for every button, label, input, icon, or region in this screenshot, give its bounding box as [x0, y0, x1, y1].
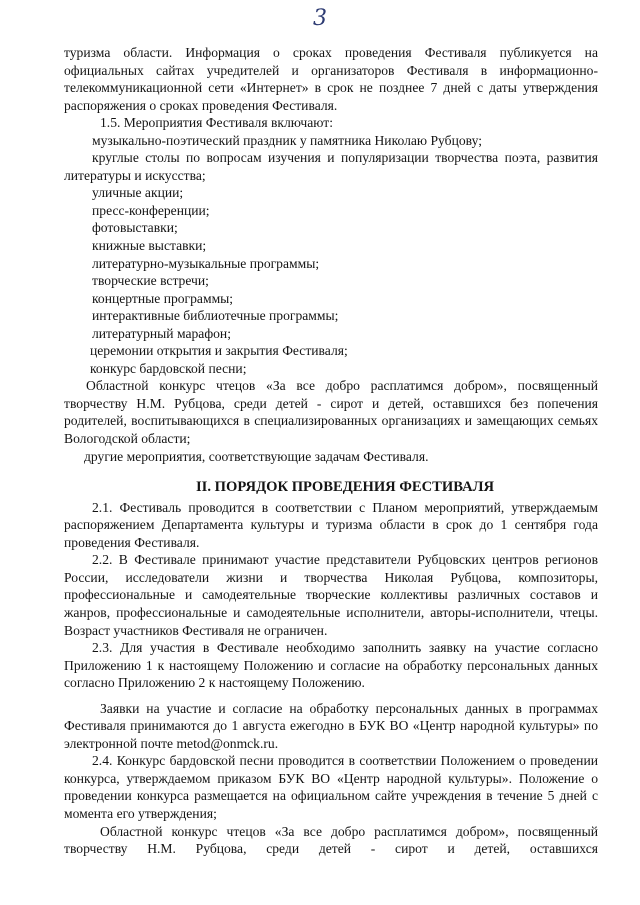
list-item: книжные выставки; — [92, 238, 207, 254]
list-item: фотовыставки; — [92, 220, 178, 236]
list-item: конкурс бардовской песни; — [90, 360, 247, 376]
list-item: творческие встречи; — [92, 273, 209, 289]
list-item: музыкально-поэтический праздник у памятника Николаю Рубцову; — [92, 132, 483, 148]
list-item: круглые столы по вопросам изучения и популяризации творчества поэта, развития литературы и искусства; — [64, 150, 598, 183]
list-item: уличные акции; — [92, 185, 184, 201]
page-number: 3 — [313, 6, 327, 31]
paragraph-2-4: 2.4. Конкурс бардовской песни проводится в соответствии Положением о проведении конкурса, утверждаемом приказом БУК ВО «Центр народной культуры». Положение о проведении конкурса размещается на официальном сайте учреждения в течение 5 дней с момента его утверждения; — [64, 753, 598, 821]
list-item-readers-contest: Областной конкурс чтецов «За все добро расплатимся добром», посвященный творчеству Н.М. Рубцова, среди детей - сирот и детей, оставшихся без попечения родителей, воспитывающихся в специализированных организациях и замещающих семьях Вологодской области; — [64, 378, 598, 447]
section-1-5-heading: 1.5. Мероприятия Фестиваля включают: — [100, 115, 333, 131]
list-item: интерактивные библиотечные программы; — [92, 308, 339, 324]
list-item: церемонии открытия и закрытия Фестиваля; — [90, 343, 348, 359]
intro-paragraph: туризма области. Информация о сроках проведения Фестиваля публикуется на официальных сайтах учредителей и организаторов Фестиваля в информационно-телекоммуникационной сети «Интернет» в срок не позднее 7 дней с даты утверждения распоряжения о сроках проведения Фестиваля. — [64, 45, 598, 113]
paragraph-2-3-applications: Заявки на участие и согласие на обработку персональных данных в программах Фестиваля принимаются до 1 августа ежегодно в БУК ВО «Центр народной культуры» по электронной почте metod@onmck.ru. — [64, 700, 598, 751]
paragraph-2-4-readers-contest: Областной конкурс чтецов «За все добро расплатимся добром», посвященный творчеству Н.М. Рубцова, среди детей - сирот и детей, оставшихся — [64, 823, 598, 857]
list-item: концертные программы; — [92, 290, 234, 306]
list-item: литературно-музыкальные программы; — [92, 255, 320, 271]
list-item: пресс-конференции; — [92, 202, 210, 218]
section-2-title: II. ПОРЯДОК ПРОВЕДЕНИЯ ФЕСТИВАЛЯ — [195, 479, 495, 496]
document-body — [64, 44, 598, 858]
list-item: другие мероприятия, соответствующие задачам Фестиваля. — [84, 448, 429, 464]
list-item: литературный марафон; — [92, 325, 231, 341]
paragraph-2-3: 2.3. Для участия в Фестивале необходимо заполнить заявку на участие согласно Приложению 1 к настоящему Положению и согласие на обработку персональных данных согласно Приложению 2 к настоящему Положению. — [64, 640, 598, 691]
paragraph-2-1: 2.1. Фестиваль проводится в соответствии с Планом мероприятий, утверждаемым распоряжением Департамента культуры и туризма области в срок до 1 сентября года проведения Фестиваля. — [64, 499, 598, 550]
paragraph-2-2: 2.2. В Фестивале принимают участие представители Рубцовских центров регионов России, исследователи жизни и творчества Николая Рубцова, композиторы, профессиональные и самодеятельные творческие коллективы различных составов и жанров, профессиональные и самодеятельные исполнители, авторы-исполнители, чтецы. Возраст участников Фестиваля не ограничен. — [64, 552, 598, 638]
